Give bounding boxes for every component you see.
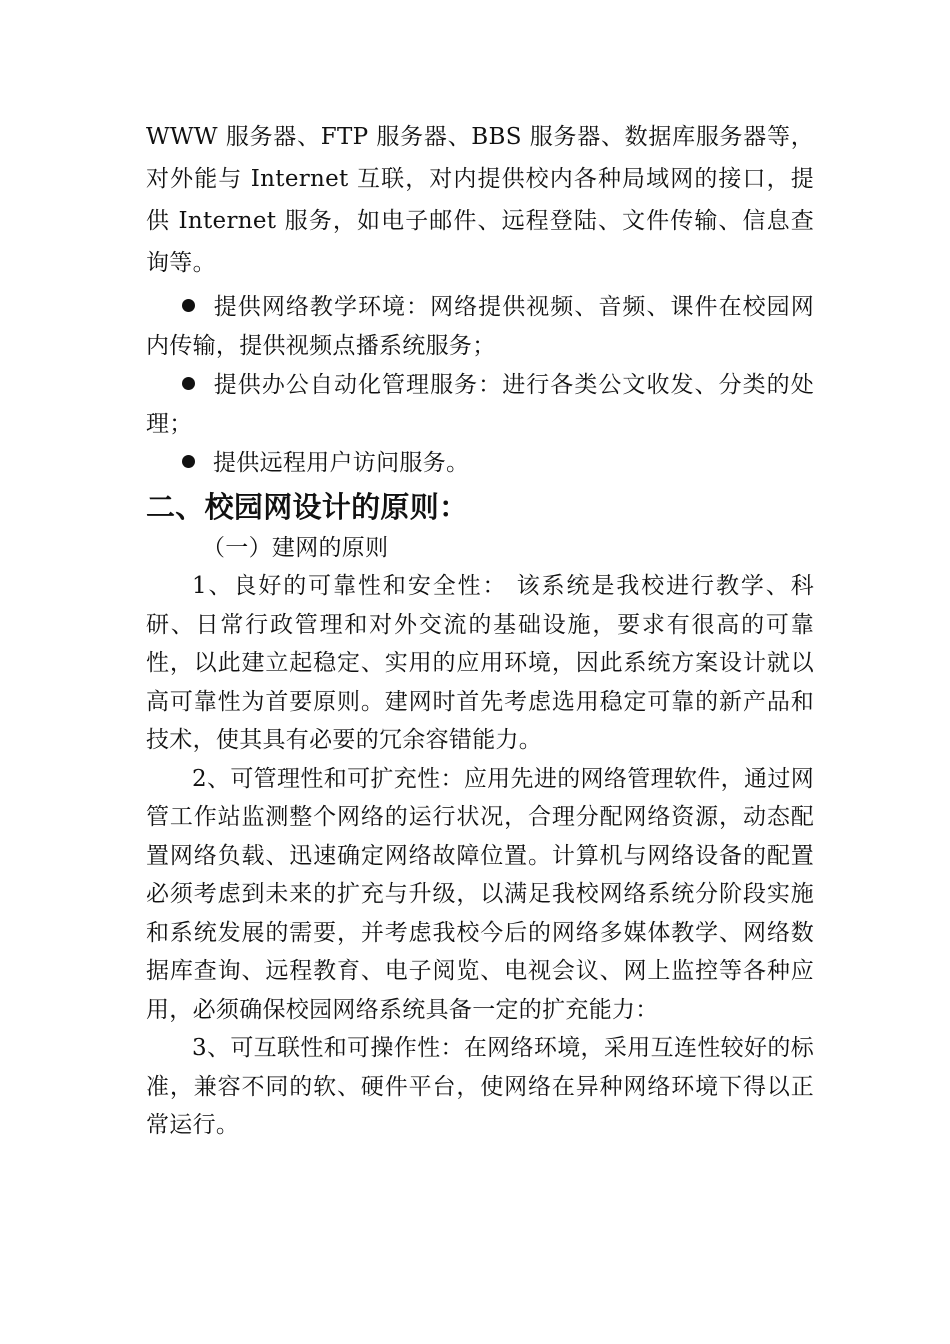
document-body <box>146 116 814 1145</box>
principle-paragraph-3: 3、可互联性和可操作性：在网络环境，采用互连性较好的标准，兼容不同的软、硬件平台，使网络在异种网络环境下得以正常运行。 <box>146 1035 814 1138</box>
bullet-item-office <box>146 366 814 444</box>
principle-paragraph-1: 1、良好的可靠性和安全性： 该系统是我校进行教学、科研、日常行政管理和对外交流的基础设施，要求有很高的可靠性，以此建立起稳定、实用的应用环境，因此系统方案设计就以高可靠性为首要原则。建网时首先考虑选用稳定可靠的新产品和技术，使其具有必要的冗余容错能力。 <box>146 573 814 753</box>
intro-paragraph: WWW 服务器、FTP 服务器、BBS 服务器、数据库服务器等，对外能与 Internet 互联，对内提供校内各种局域网的接口，提供 Internet 服务，如电子邮件、远程登陆、文件传输、信息查询等。 <box>146 124 814 276</box>
subsection-heading: （一）建网的原则 <box>202 535 389 561</box>
bullet-item-remote <box>146 444 814 483</box>
section-heading: 二、校园网设计的原则： <box>146 490 469 524</box>
bullet-item-teaching <box>146 288 814 366</box>
bullet-dot-icon <box>182 455 195 468</box>
bullet-text: 提供网络教学环境：网络提供视频、音频、课件在校园网内传输，提供视频点播系统服务； <box>146 294 814 359</box>
principle-paragraph-2: 2、可管理性和可扩充性：应用先进的网络管理软件，通过网管工作站监测整个网络的运行状况，合理分配网络资源，动态配置网络负载、迅速确定网络故障位置。计算机与网络设备的配置必须考虑到未来的扩充与升级，以满足我校网络系统分阶段实施和系统发展的需要，并考虑我校今后的网络多媒体教学、网络数据库查询、远程教育、电子阅览、电视会议、网上监控等各种应用，必须确保校园网络系统具备一定的扩充能力： <box>146 765 814 1023</box>
bullet-text: 提供远程用户访问服务。 <box>213 450 470 476</box>
bullet-dot-icon <box>182 299 195 312</box>
bullet-dot-icon <box>182 377 195 390</box>
bullet-text: 提供办公自动化管理服务：进行各类公文收发、分类的处理； <box>146 372 814 437</box>
